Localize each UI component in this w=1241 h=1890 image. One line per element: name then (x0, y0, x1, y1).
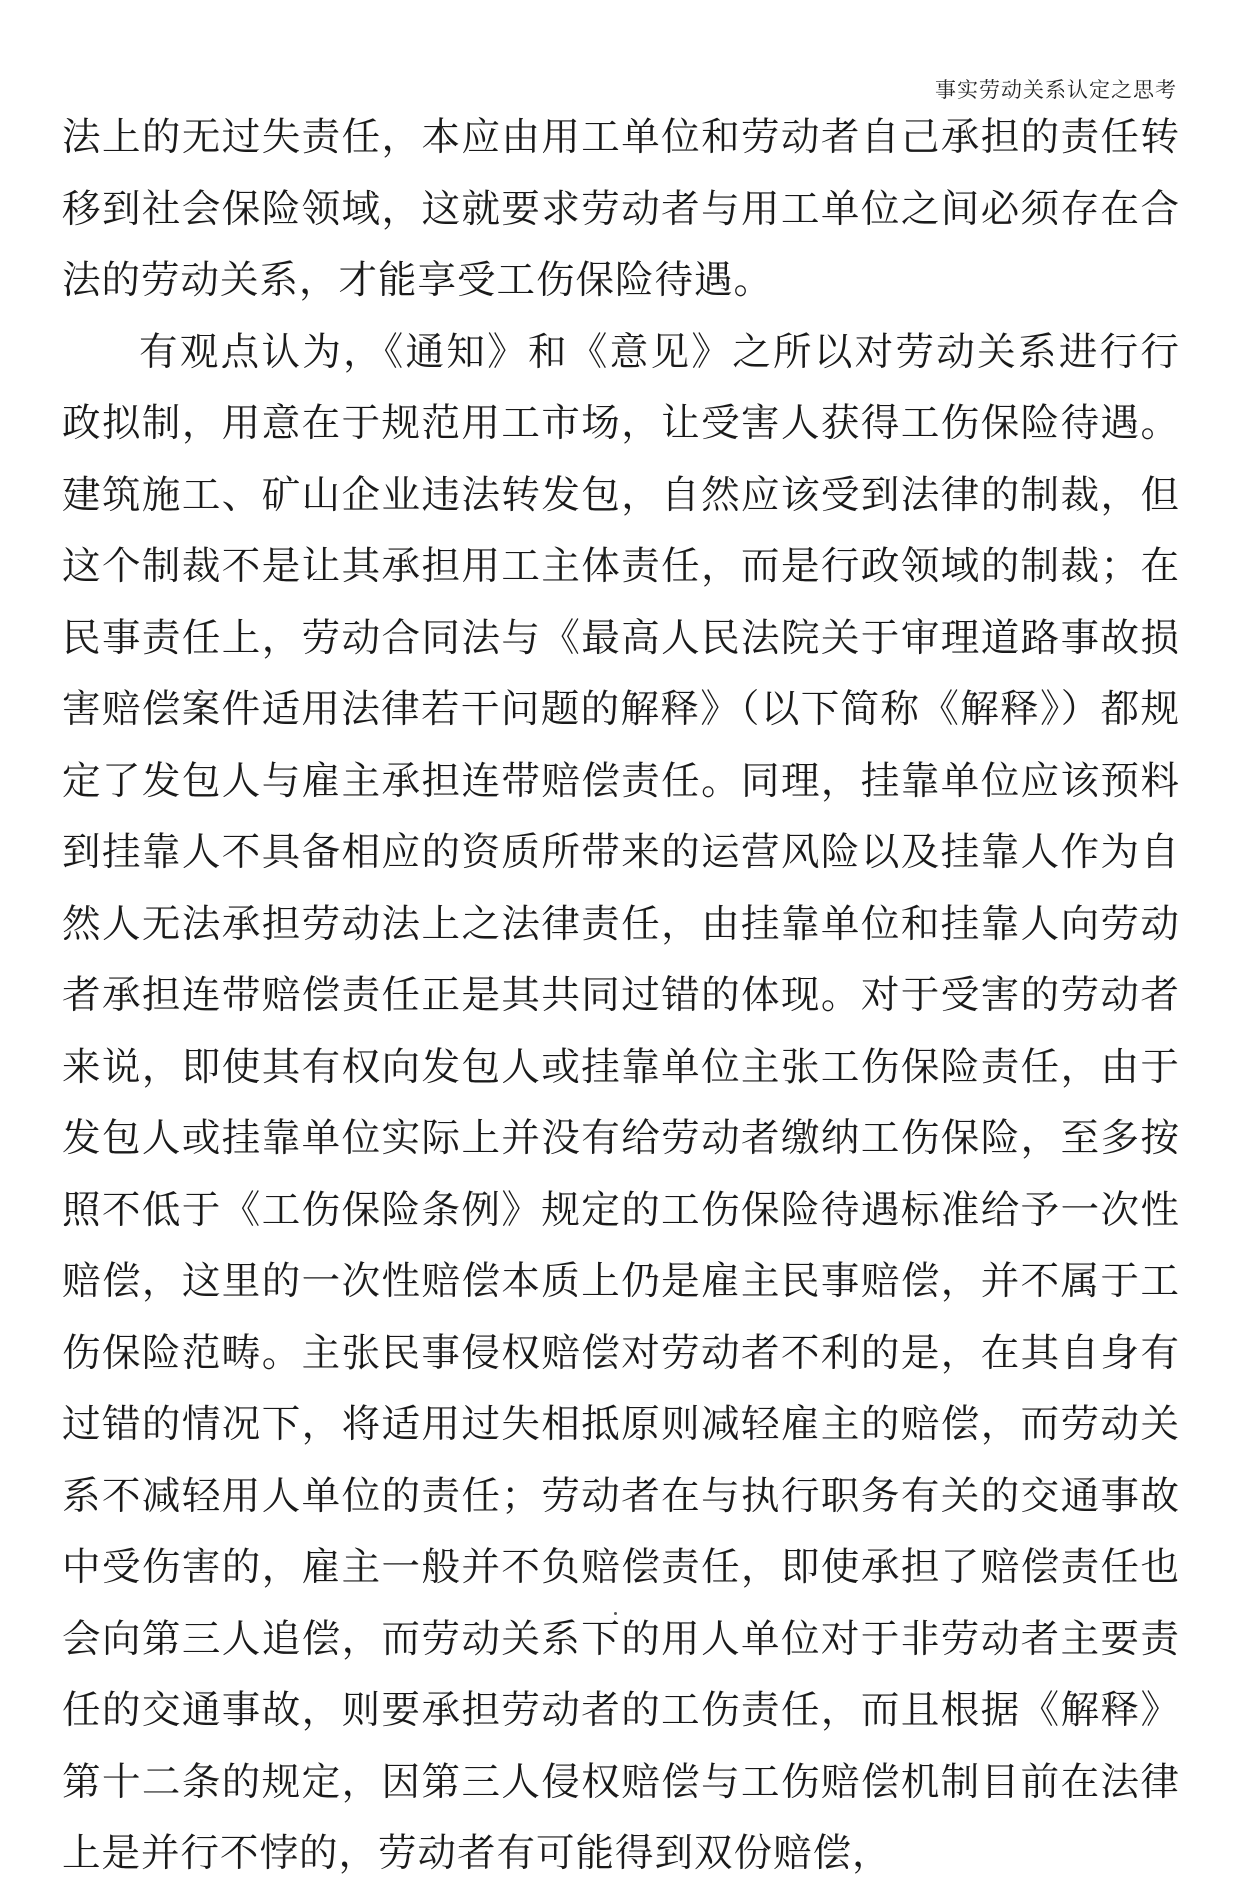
paragraph-continuation: 法上的无过失责任，本应由用工单位和劳动者自己承担的责任转移到社会保险领域，这就要求劳动者与用工单位之间必须存在合法的劳动关系，才能享受工伤保险待遇。 (62, 115, 1180, 303)
document-body (62, 102, 1180, 1890)
running-header-title: 事实劳动关系认定之思考 (935, 78, 1177, 102)
footer-dot (614, 1612, 617, 1615)
paragraph-main: 有观点认为，《通知》和《意见》之所以对劳动关系进行行政拟制，用意在于规范用工市场，让受害人获得工伤保险待遇。建筑施工、矿山企业违法转发包，自然应该受到法律的制裁，但这个制裁不是让其承担用工主体责任，而是行政领域的制裁；在民事责任上，劳动合同法与《最高人民法院关于审理道路事故损害赔偿案件适用法律若干问题的解释》（以下简称《解释》）都规定了发包人与雇主承担连带赔偿责任。同理，挂靠单位应该预料到挂靠人不具备相应的资质所带来的运营风险以及挂靠人作为自然人无法承担劳动法上之法律责任，由挂靠单位和挂靠人向劳动者承担连带赔偿责任正是其共同过错的体现。对于受害的劳动者来说，即使其有权向发包人或挂靠单位主张工伤保险责任，由于发包人或挂靠单位实际上并没有给劳动者缴纳工伤保险，至多按照不低于《工伤保险条例》规定的工伤保险待遇标准给予一次性赔偿，这里的一次性赔偿本质上仍是雇主民事赔偿，并不属于工伤保险范畴。主张民事侵权赔偿对劳动者不利的是，在其自身有过错的情况下，将适用过失相抵原则减轻雇主的赔偿，而劳动关系不减轻用人单位的责任；劳动者在与执行职务有关的交通事故中受伤害的，雇主一般并不负赔偿责任，即使承担了赔偿责任也会向第三人追偿，而劳动关系下的用人单位对于非劳动者主要责任的交通事故，则要承担劳动者的工伤责任，而且根据《解释》第十二条的规定，因第三人侵权赔偿与工伤赔偿机制目前在法律上是并行不悖的，劳动者有可能得到双份赔偿， (62, 329, 1180, 1876)
